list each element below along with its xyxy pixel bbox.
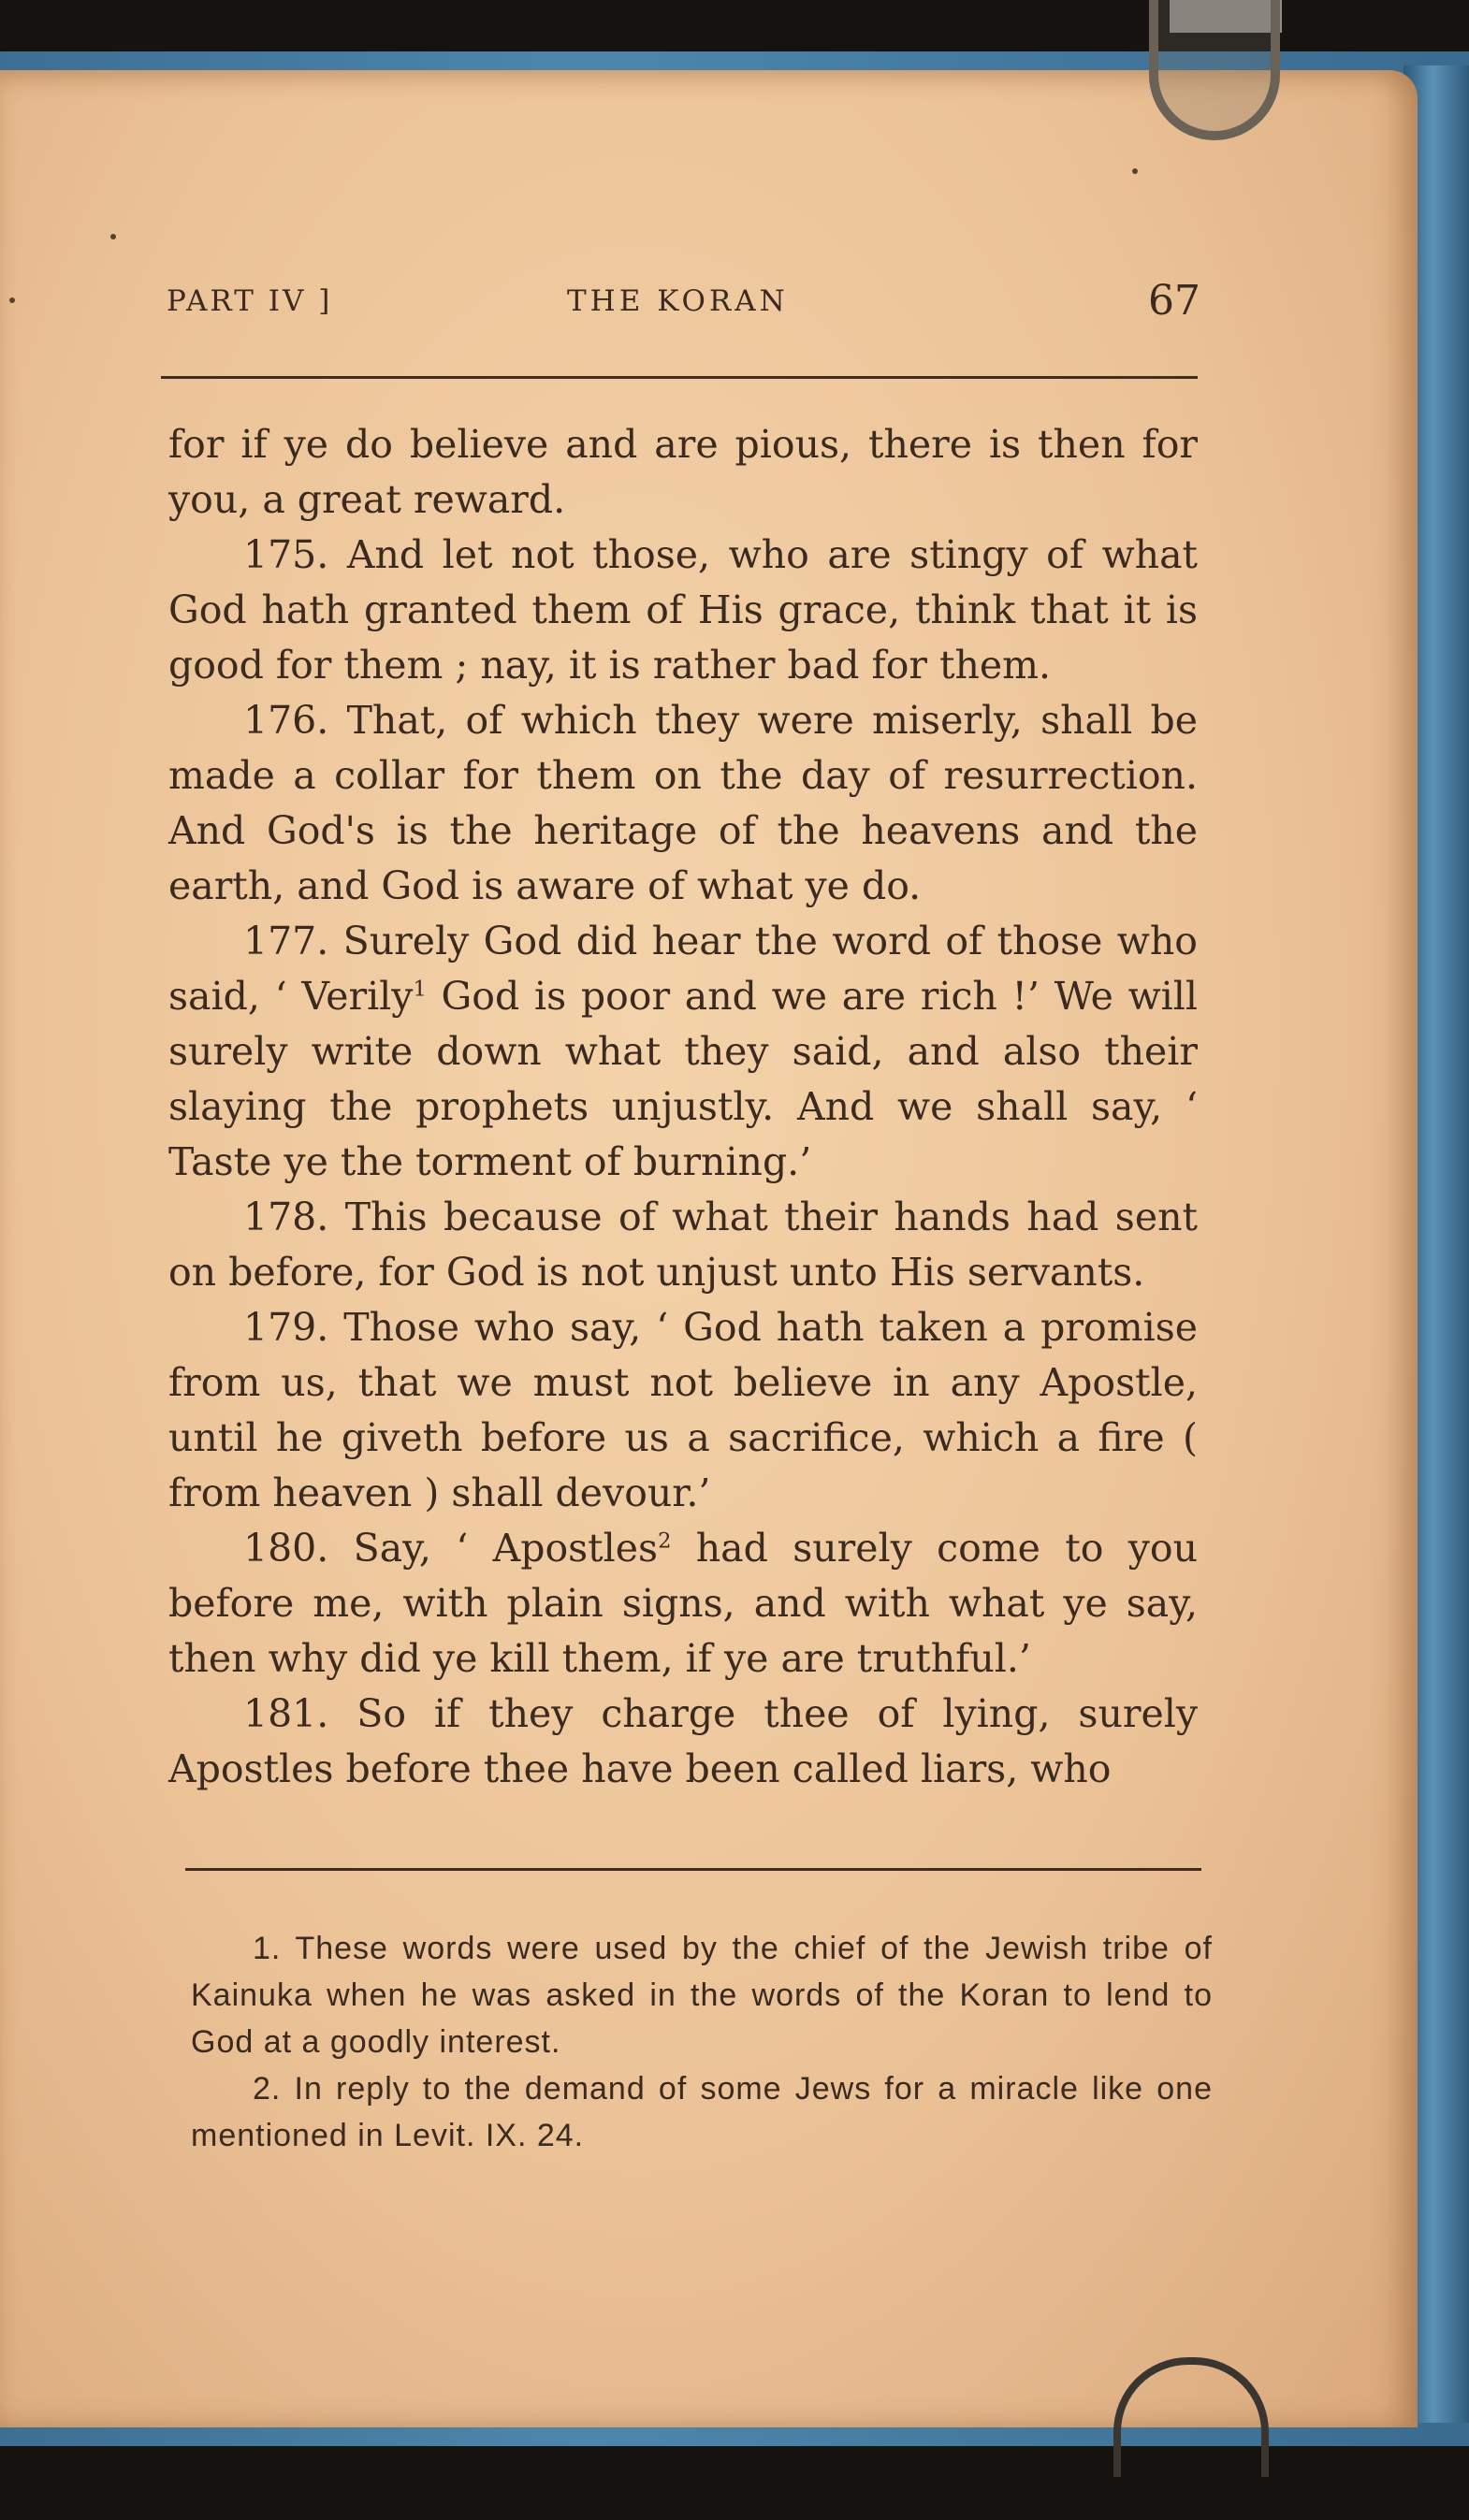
footnotes <box>191 1925 1213 2159</box>
footnote-2: 2. In reply to the demand of some Jews for a miracle like one mentioned in Levit. IX. 24. <box>191 2071 1213 2153</box>
verse-180-text-b: had surely come to you before me, with plain signs, and with what ye say, then why did ye kill them, if ye are truthful.’ <box>168 1526 1198 1681</box>
verse-177-text-b: God is poor and we are rich !’ We will surely write down what they said, and also their slaying the prophets unjustly. And we shall say, ‘ Taste ye the torment of burning.’ <box>168 974 1198 1184</box>
verse-176: 176. That, of which they were miserly, shall be made a collar for them on the day of resurrection. And God's is the heritage of the heavens and the earth, and God is aware of what ye do. <box>168 698 1198 908</box>
footnote-ref-1: 1 <box>413 977 427 1002</box>
verse-177 <box>168 914 1198 1190</box>
running-head-left: PART IV ] <box>167 284 333 318</box>
paragraph-continuation: for if ye do believe and are pious, there is then for you, a great reward. <box>168 422 1198 522</box>
verse-180-text-a: 180. Say, ‘ Apostles <box>243 1526 659 1571</box>
running-head-title: THE KORAN <box>567 284 789 318</box>
verse-178: 178. This because of what their hands had sent on before, for God is not unjust unto His servants. <box>168 1195 1198 1295</box>
page-number: 67 <box>1148 277 1200 325</box>
footnote-rule <box>185 1868 1201 1871</box>
verse-175: 175. And let not those, who are stingy of what God hath granted them of His grace, think that it is good for them ; nay, it is rather bad for them. <box>168 532 1198 688</box>
page-speck <box>110 234 116 239</box>
verse-177-text-a: 177. Surely God did hear the word of those who said, ‘ Verily <box>168 919 1198 1019</box>
verse-180 <box>168 1521 1198 1687</box>
page-speck <box>1132 168 1138 174</box>
footnote-ref-2: 2 <box>658 1528 672 1554</box>
footnote-1: 1. These words were used by the chief of the Jewish tribe of Kainuka when he was asked in the words of the Koran to lend to God at a goodly interest. <box>191 1931 1213 2060</box>
verse-181: 181. So if they charge thee of lying, surely Apostles before thee have been called liars, who <box>168 1691 1198 1791</box>
header-rule <box>161 376 1198 379</box>
running-header <box>167 277 1200 333</box>
page-clip <box>1149 0 1280 140</box>
page-speck <box>9 297 15 303</box>
main-text <box>168 417 1198 1797</box>
verse-179: 179. Those who say, ‘ God hath taken a promise from us, that we must not believe in any Apostle, until he giveth before us a sacrifice, which a fire ( from heaven ) shall devour.’ <box>168 1305 1198 1515</box>
